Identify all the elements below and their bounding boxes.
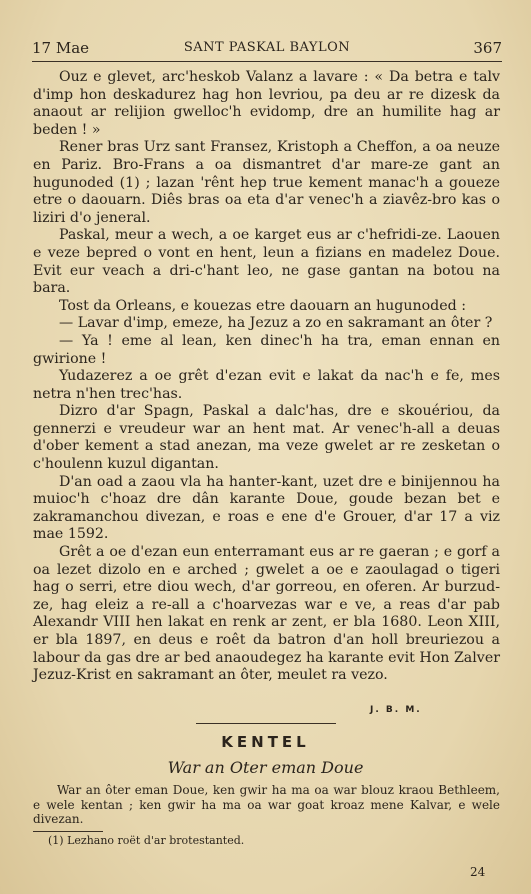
lesson-heading: KENTEL (221, 733, 310, 751)
running-header (32, 38, 502, 58)
section-divider (196, 723, 336, 724)
paragraph: — Ya ! eme al lean, ken dinec'h ha tra, eman ennan en gwirione ! (33, 332, 500, 367)
footnote-rule (33, 831, 103, 832)
header-page-number: 367 (473, 39, 502, 57)
footnote: (1) Lezhano roët d'ar brotestanted. (48, 834, 245, 847)
paragraph: Yudazerez a oe grêt d'ezan evit e lakat da nac'h e fe, mes netra n'hen trec'has. (33, 368, 500, 402)
author-signature: J. B. M. (370, 705, 422, 715)
paragraph: — Lavar d'imp, emeze, ha Jezuz a zo en sakramant an ôter ? (59, 315, 493, 332)
paragraph: Dizro d'ar Spagn, Paskal a dalc'has, dre e skouériou, da gennerzi e vreudeur war an hent mat. Ar venec'h-all a deuas d'ober kement a stad anezan, ma veze gwelet ar re zesketan o c'houlenn kuzul digantan. (33, 403, 500, 473)
paragraph: Rener bras Urz sant Fransez, Kristoph a Cheffon, a oa neuze en Pariz. Bro-Frans a oa dismantret d'ar mare-ze gant an hugunoded (1) ; lazan 'rênt hep true kement manac'h a goueze etre o daouarn. Diês bras oa eta d'ar venec'h a ziavêz-bro kas o liziri d'o jeneral. (33, 139, 500, 226)
paragraph: Tost da Orleans, e kouezas etre daouarn an hugunoded : (59, 297, 467, 314)
body-text (33, 69, 500, 685)
paragraph: Paskal, meur a wech, a oe karget eus ar c'hefridi-ze. Laouen e veze bepred o vont en hent, leun a fizians en madelez Doue. Evit eur veach a dri-c'hant leo, ne gase gantan na botou na bara. (33, 227, 500, 297)
footer-signature-number: 24 (470, 865, 486, 879)
header-rule (32, 61, 502, 62)
header-date: 17 Mae (32, 39, 90, 57)
lesson-paragraph: War an ôter eman Doue, ken gwir ha ma oa war blouz kraou Bethleem, e wele kentan ; ken gwir ha ma oa war goat kroaz mene Kalvar, e wele divezan. (33, 783, 500, 826)
paragraph: Grêt a oe d'ezan eun enterramant eus ar re gaeran ; e gorf a oa lezet dizolo en e arched ; gwelet a oe e zaoulagad o tigeri hag o serri, etre diou wech, d'ar gorreou, en oferen. Ar burzud-ze, hag eleiz a re-all a c'hoarvezas war e ve, a reas d'ar pab Alexandr VIII hen lakat en renk ar zent, er bla 1680. Leon XIII, er bla 1897, en deus e roêt da batron d'an holl breuriezou a labour da gas dre ar bed anaoudegez ha karante evit Hon Zalver Jezuz-Krist en sakramant an ôter, meulet ra vezo. (33, 544, 500, 684)
paragraph: D'an oad a zaou vla ha hanter-kant, uzet dre e binijennou ha muioc'h c'hoaz dre dân karante Doue, goude bezan bet e zakramanchou divezan, e roas e ene d'e Grouer, d'ar 17 a viz mae 1592. (33, 473, 500, 543)
lesson-text (33, 783, 500, 827)
paragraph: Ouz e glevet, arc'heskob Valanz a lavare : « Da betra e talv d'imp hon deskadurez hag hon levriou, pa deu ar re dizesk da anaout ar relijion gwelloc'h evidomp, dre an humilite hag ar beden ! » (33, 69, 500, 138)
lesson-subtitle: War an Oter eman Doue (167, 758, 364, 777)
header-title: SANT PASKAL BAYLON (183, 40, 351, 55)
